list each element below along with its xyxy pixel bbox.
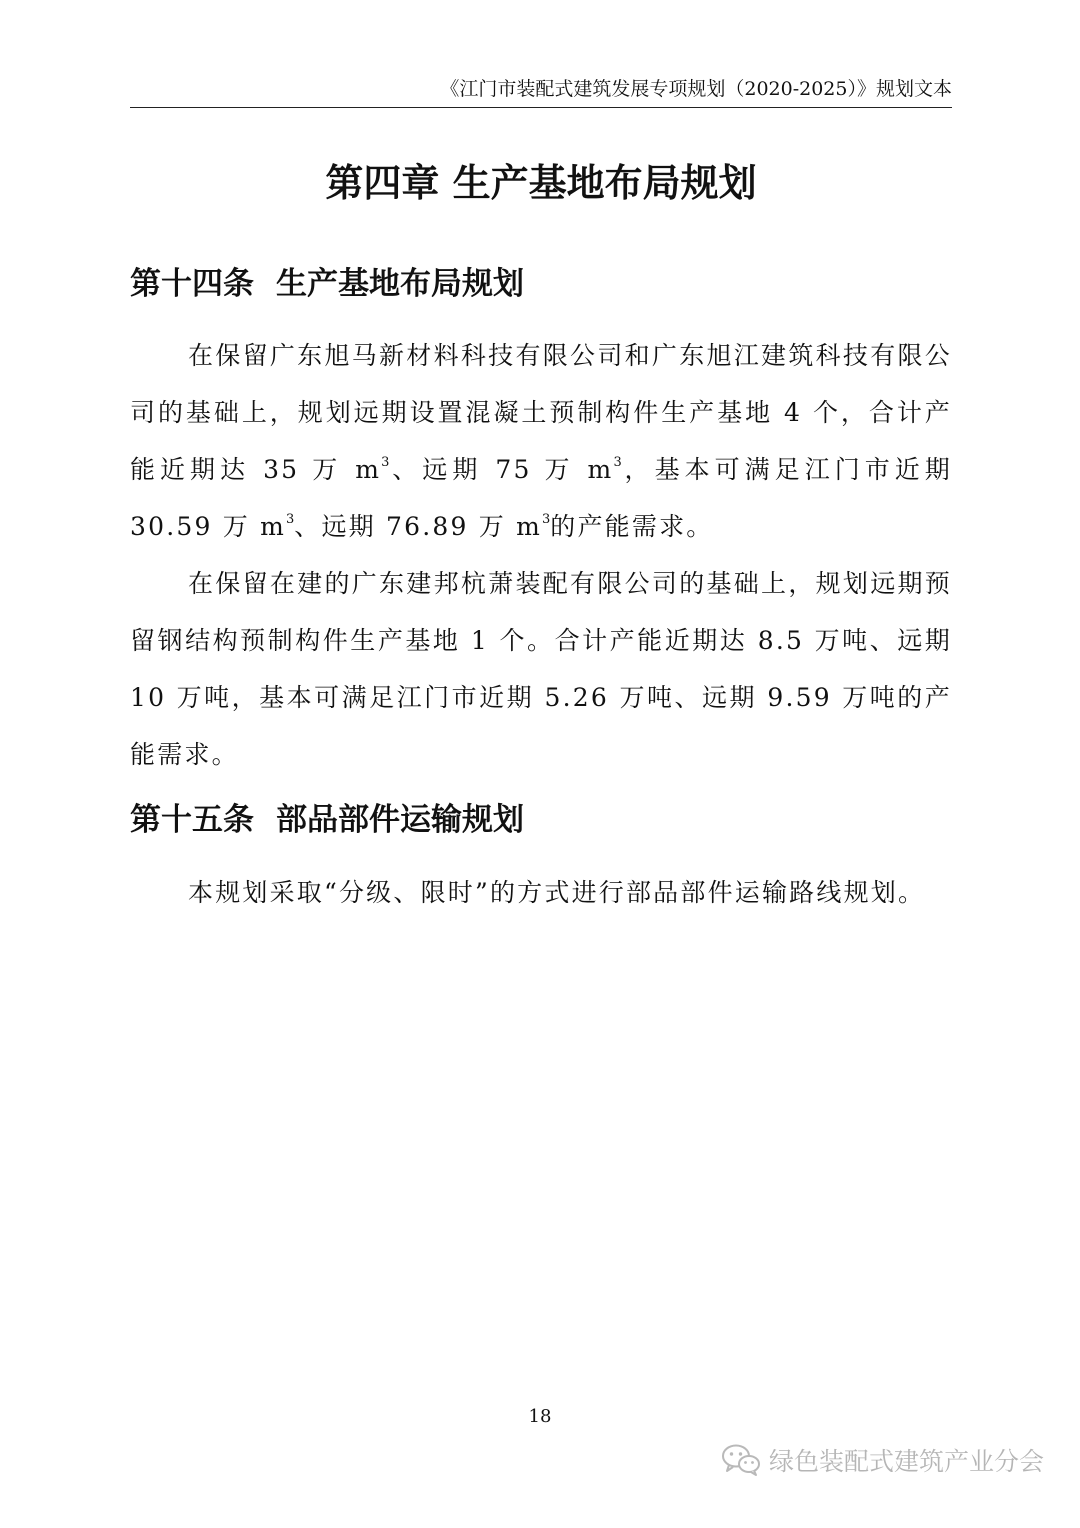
- article-15-paragraph-1: 本规划采取“分级、限时”的方式进行部品部件运输路线规划。: [188, 878, 926, 907]
- article-14-heading: [130, 262, 952, 306]
- para-text: 、远期 75 万 m: [389, 455, 614, 484]
- article-14-title: 生产基地布局规划: [276, 266, 524, 302]
- superscript-3: 3: [381, 455, 390, 470]
- para-text: 的产能需求。: [550, 512, 714, 541]
- para-text: ，基本可满足江门市近期 30.59 万 m: [130, 455, 953, 541]
- running-header: 《江门市装配式建筑发展专项规划（2020-2025）》规划文本: [440, 78, 952, 100]
- article-14-paragraph-1: [130, 327, 952, 555]
- superscript-3: 3: [541, 512, 551, 527]
- article-15-heading: [130, 798, 952, 842]
- superscript-3: 3: [285, 512, 295, 527]
- wechat-icon: [721, 1443, 761, 1477]
- chapter-title: 第四章 生产基地布局规划: [325, 161, 757, 205]
- para-text: 、远期 76.89 万 m: [294, 512, 542, 541]
- watermark-text: 绿色装配式建筑产业分会: [768, 1447, 1044, 1476]
- watermark: [721, 1438, 1044, 1482]
- article-14-paragraph-2: 在保留在建的广东建邦杭萧装配有限公司的基础上，规划远期预留钢结构预制构件生产基地 1 个。合计产能近期达 8.5 万吨、远期 10 万吨，基本可满足江门市近期 5.26 万吨、远期 9.59 万吨的产能需求。: [130, 569, 952, 769]
- page-number: 18: [528, 1406, 552, 1427]
- article-15-number: 第十五条: [130, 802, 254, 838]
- header-rule: [130, 107, 952, 108]
- article-14-number: 第十四条: [130, 266, 254, 302]
- superscript-3: 3: [613, 455, 622, 470]
- para-text: 在保留广东旭马新材料科技有限公司和广东旭江建筑科技有限公司的基础上，规划远期设置混凝土预制构件生产基地 4 个，合计产能近期达 35 万 m: [130, 341, 952, 484]
- article-15-title: 部品部件运输规划: [276, 802, 524, 838]
